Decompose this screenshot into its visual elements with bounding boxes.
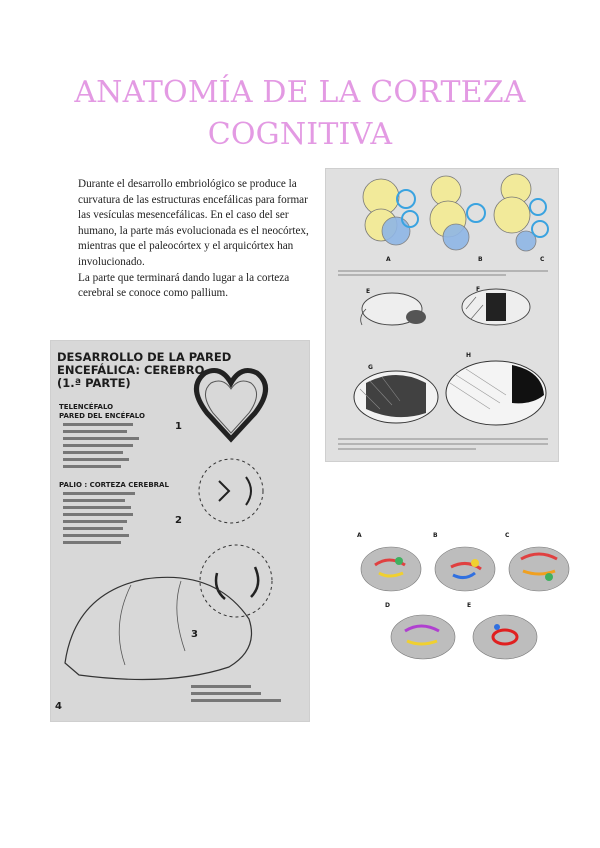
panel-label-g: G — [368, 364, 373, 371]
brain-label-b: B — [433, 532, 438, 539]
handout-list-2-lines — [63, 492, 135, 544]
handout-section-telencefalo: TELENCÉFALO — [59, 403, 114, 411]
panel-label-f: F — [476, 286, 481, 293]
intro-paragraph-1: Durante el desarrollo embriológico se produce la curvatura de las estructuras encefálicas para formar las vesículas mesencefálicas. En el caso del ser humano, la parte más evolucionada es el neocórtex, mientras que el paleocórtex y el arquicórtex han involucionado. — [78, 178, 309, 268]
page-title — [0, 72, 600, 156]
panel-label-c: C — [540, 256, 545, 263]
brain-label-a: A — [357, 532, 362, 539]
step2-hemisphere — [199, 459, 263, 523]
functional-areas-illustration — [355, 527, 575, 669]
handout-heading-2: ENCEFÁLICA: CEREBRO — [57, 363, 205, 377]
panel-label-b: B — [478, 256, 483, 263]
heart-vesicle-inner — [205, 381, 256, 433]
title-line-2: COGNITIVA — [207, 117, 393, 152]
handout-illustration — [51, 341, 310, 722]
functional-areas-figure — [355, 527, 575, 669]
brain-panel-c — [505, 532, 569, 591]
panel-label-h: H — [466, 352, 472, 359]
brain-development-illustration — [326, 169, 559, 462]
heart-vesicle-outline — [196, 371, 265, 439]
brain-panel-d — [385, 602, 455, 659]
brain-panel-b — [433, 532, 495, 591]
step-number-1: 1 — [175, 421, 182, 432]
handout-list-1-lines — [63, 423, 139, 468]
brain-label-e: E — [467, 602, 472, 609]
handout-caption-lines — [191, 685, 281, 702]
brain-label-c: C — [505, 532, 510, 539]
brain-panel-a — [357, 532, 421, 591]
handout-heading-1: DESARROLLO DE LA PARED — [57, 350, 232, 364]
step3-hemisphere — [200, 545, 272, 617]
panel-label-e: E — [366, 288, 371, 295]
step-number-2: 2 — [175, 515, 182, 526]
panel-c-vesicles — [494, 174, 548, 263]
step-number-4: 4 — [55, 701, 62, 712]
intro-text — [78, 177, 318, 302]
handout-section-pared: PARED DEL ENCÉFALO — [59, 412, 145, 420]
panel-label-a: A — [386, 256, 391, 263]
brain-panel-e — [467, 602, 537, 659]
handout-heading-3: (1.ª PARTE) — [57, 376, 131, 390]
handout-section-palio: PALIO : CORTEZA CEREBRAL — [59, 481, 169, 489]
intro-paragraph-2: La parte que terminará dando lugar a la corteza cerebral se conoce como pallium. — [78, 271, 290, 300]
brain-development-figure — [325, 168, 559, 462]
handout-figure — [50, 340, 310, 722]
step-number-3: 3 — [191, 629, 198, 640]
title-line-1: ANATOMÍA DE LA CORTEZA — [74, 75, 526, 110]
brain-label-d: D — [385, 602, 390, 609]
panel-f-brain — [462, 286, 530, 325]
panel-e-brain — [361, 288, 426, 325]
step4-brain-outline — [65, 577, 252, 679]
caption-lines-top — [338, 271, 548, 275]
caption-lines-bottom — [338, 439, 548, 449]
panel-a-vesicles — [363, 179, 418, 263]
panel-g-brain — [354, 364, 438, 423]
panel-h-brain — [446, 352, 546, 425]
panel-b-vesicles — [430, 176, 485, 263]
